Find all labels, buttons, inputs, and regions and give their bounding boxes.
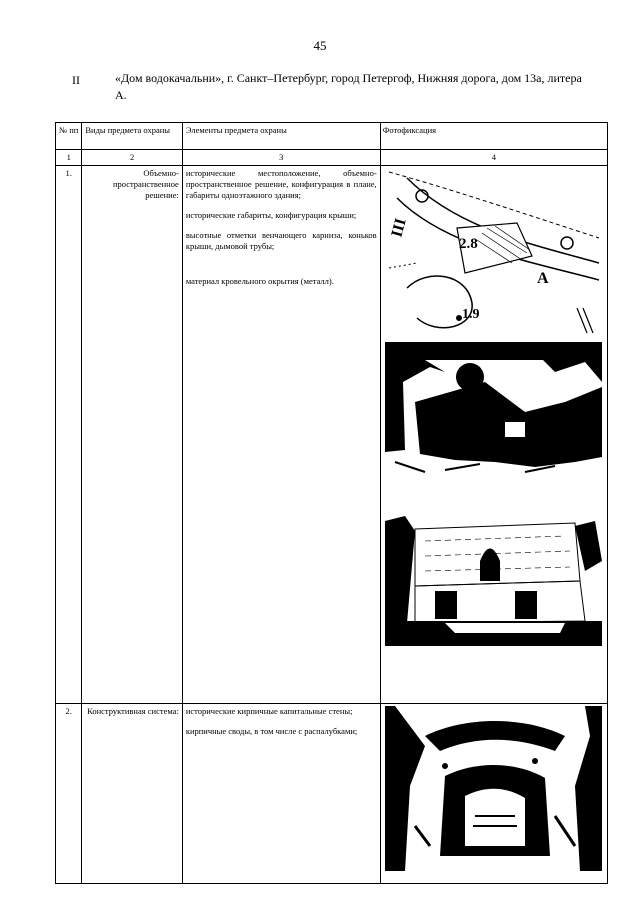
col-number: 2 (82, 150, 182, 166)
section-number: II (72, 73, 80, 87)
table-row (56, 704, 608, 884)
element-item: исторические местоположение, объемно-пространственное решение, конфигурация в плане, габариты одноэтажного здания; (185, 168, 377, 200)
building-facade-photo (385, 501, 602, 646)
row-number: 2. (56, 704, 82, 884)
plan-height-label: 2.8 (458, 236, 478, 252)
page-number: 45 (313, 38, 327, 53)
col-number: 3 (182, 150, 380, 166)
row-number: 1. (56, 166, 82, 704)
table-row (56, 166, 608, 704)
element-item: исторические кирпичные капитальные стены; (185, 706, 353, 716)
row-elements (182, 166, 380, 704)
element-item: кирпичные своды, в том числе с распалубками; (185, 726, 358, 736)
row-kind: Конструктивная система: (82, 704, 182, 884)
table-header-row (56, 123, 608, 150)
protection-table (55, 122, 608, 884)
element-item: материал кровельного окрытия (металл). (185, 276, 334, 286)
plan-letter-label: А (536, 270, 549, 287)
vault-interior-photo (385, 706, 602, 871)
row-elements (182, 704, 380, 884)
col-number: 1 (56, 150, 82, 166)
section-title: «Дом водокачальни», г. Санкт–Петербург, город Петергоф, Нижняя дорога, дом 13а, литера А. (115, 71, 582, 102)
row-photos (380, 166, 607, 704)
element-item: исторические габариты, конфигурация крыши; (185, 210, 357, 220)
row-kind: Объемно-пространственное решение: (82, 166, 182, 704)
plan-roman-label: III (388, 216, 410, 240)
building-winter-photo (385, 342, 602, 487)
header-kind: Виды предмета охраны (82, 123, 182, 150)
site-plan-image (387, 168, 601, 338)
col-number: 4 (380, 150, 607, 166)
header-photo: Фотофиксация (380, 123, 607, 150)
header-elements: Элементы предмета охраны (182, 123, 380, 150)
plan-height-label: 1.9 (461, 307, 480, 322)
header-num: № пп (56, 123, 82, 150)
element-item: высотные отметки венчающего карниза, коньков крыши, дымовой трубы; (185, 230, 377, 251)
column-number-row (56, 150, 608, 166)
row-photos (380, 704, 607, 884)
